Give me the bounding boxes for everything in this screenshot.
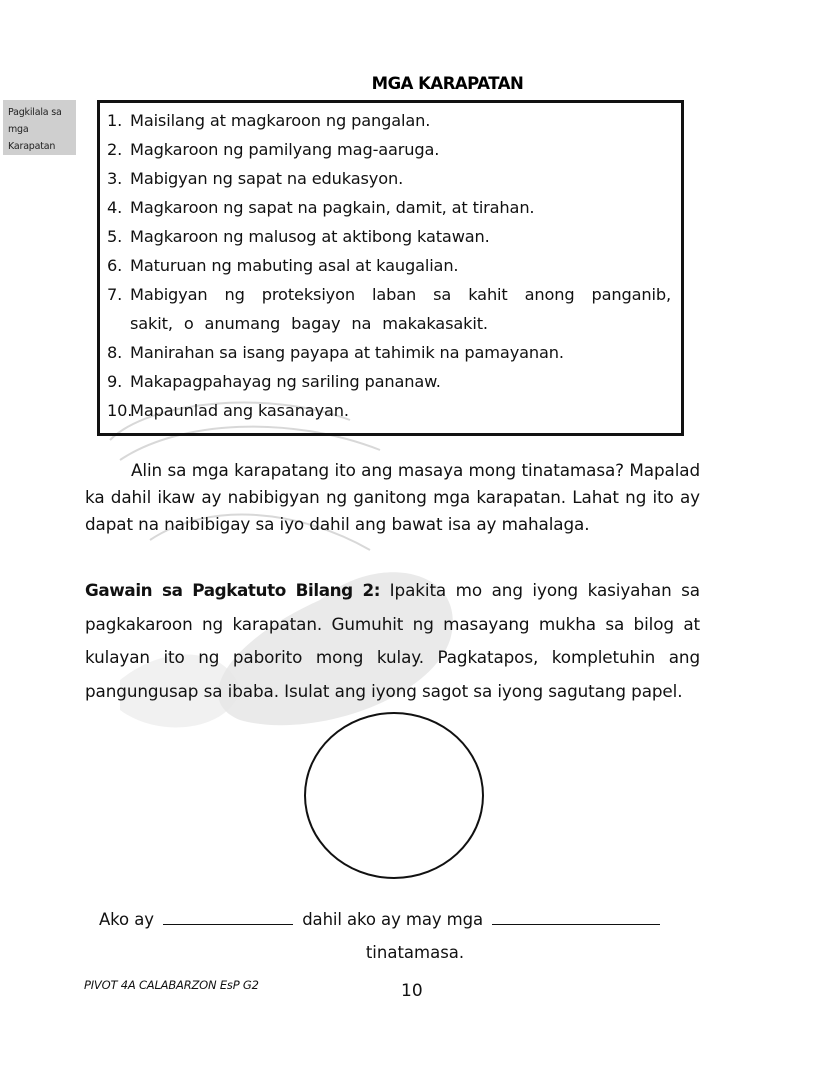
section-tab-line: Karapatan bbox=[8, 141, 56, 152]
list-item bbox=[107, 338, 671, 367]
item-text: Makapagpahayag ng sariling pananaw. bbox=[130, 372, 441, 391]
list-item bbox=[107, 280, 671, 338]
item-text: Maturuan ng mabuting asal at kaugalian. bbox=[130, 256, 459, 275]
activity-text: Ipakita mo ang iyong kasiyahan sa pagkakaroon ng karapatan. Gumuhit ng masayang mukha sa bilog at kulayan ito ng paborito mong kulay. Pagkatapos, kompletuhin ang pangungusap sa ibaba. Isulat ang iyong sagot sa iyong sagutang papel. bbox=[85, 580, 700, 701]
fill-in-sentence bbox=[99, 910, 664, 929]
section-tab bbox=[3, 100, 76, 155]
list-item bbox=[107, 164, 671, 193]
rights-list-box bbox=[97, 100, 684, 436]
list-item bbox=[107, 251, 671, 280]
item-number: 9. bbox=[107, 372, 123, 391]
list-item bbox=[107, 367, 671, 396]
item-number: 8. bbox=[107, 343, 123, 362]
answer-blank-2[interactable] bbox=[492, 910, 660, 925]
list-item bbox=[107, 222, 671, 251]
rights-list bbox=[107, 106, 671, 425]
item-number: 1. bbox=[107, 111, 123, 130]
footer-series-label: PIVOT 4A CALABARZON EsP G2 bbox=[84, 978, 259, 992]
section-tab-line: mga bbox=[8, 124, 29, 135]
list-item bbox=[107, 193, 671, 222]
sentence-ending: tinatamasa. bbox=[365, 943, 465, 962]
item-text: Manirahan sa isang payapa at tahimik na pamayanan. bbox=[130, 343, 564, 362]
answer-blank-1[interactable] bbox=[163, 910, 293, 925]
item-text: Magkaroon ng pamilyang mag-aaruga. bbox=[130, 140, 440, 159]
list-item bbox=[107, 135, 671, 164]
item-number: 6. bbox=[107, 256, 123, 275]
item-text: Mabigyan ng sapat na edukasyon. bbox=[130, 169, 404, 188]
item-text: Magkaroon ng sapat na pagkain, damit, at tirahan. bbox=[130, 198, 535, 217]
sentence-part-2: dahil ako ay may mga bbox=[302, 910, 484, 929]
item-text: Mabigyan ng proteksiyon laban sa kahit anong panganib, sakit, o anumang bagay na makakasakit. bbox=[130, 285, 671, 333]
item-number: 10. bbox=[107, 401, 133, 420]
drawing-circle[interactable] bbox=[304, 712, 484, 879]
item-number: 7. bbox=[107, 285, 123, 304]
page-number: 10 bbox=[401, 981, 423, 1001]
list-item bbox=[107, 396, 671, 425]
item-text: Magkaroon ng malusog at aktibong katawan. bbox=[130, 227, 490, 246]
item-number: 5. bbox=[107, 227, 123, 246]
item-number: 3. bbox=[107, 169, 123, 188]
item-text: Mapaunlad ang kasanayan. bbox=[130, 401, 349, 420]
item-number: 4. bbox=[107, 198, 123, 217]
section-tab-line: Pagkilala sa bbox=[8, 107, 62, 118]
activity-label: Gawain sa Pagkatuto Bilang 2: bbox=[85, 580, 381, 600]
list-item bbox=[107, 106, 671, 135]
page-title: MGA KARAPATAN bbox=[371, 74, 524, 93]
intro-paragraph-text: Alin sa mga karapatang ito ang masaya mong tinatamasa? Mapalad ka dahil ikaw ay nabibigyan ng ganitong mga karapatan. Lahat ng ito ay dapat na naibibigay sa iyo dahil ang bawat isa ay mahalaga. bbox=[85, 460, 700, 534]
item-text: Maisilang at magkaroon ng pangalan. bbox=[130, 111, 431, 130]
sentence-part-1: Ako ay bbox=[99, 910, 154, 929]
intro-paragraph bbox=[85, 457, 700, 538]
activity-paragraph bbox=[85, 574, 700, 708]
item-number: 2. bbox=[107, 140, 123, 159]
